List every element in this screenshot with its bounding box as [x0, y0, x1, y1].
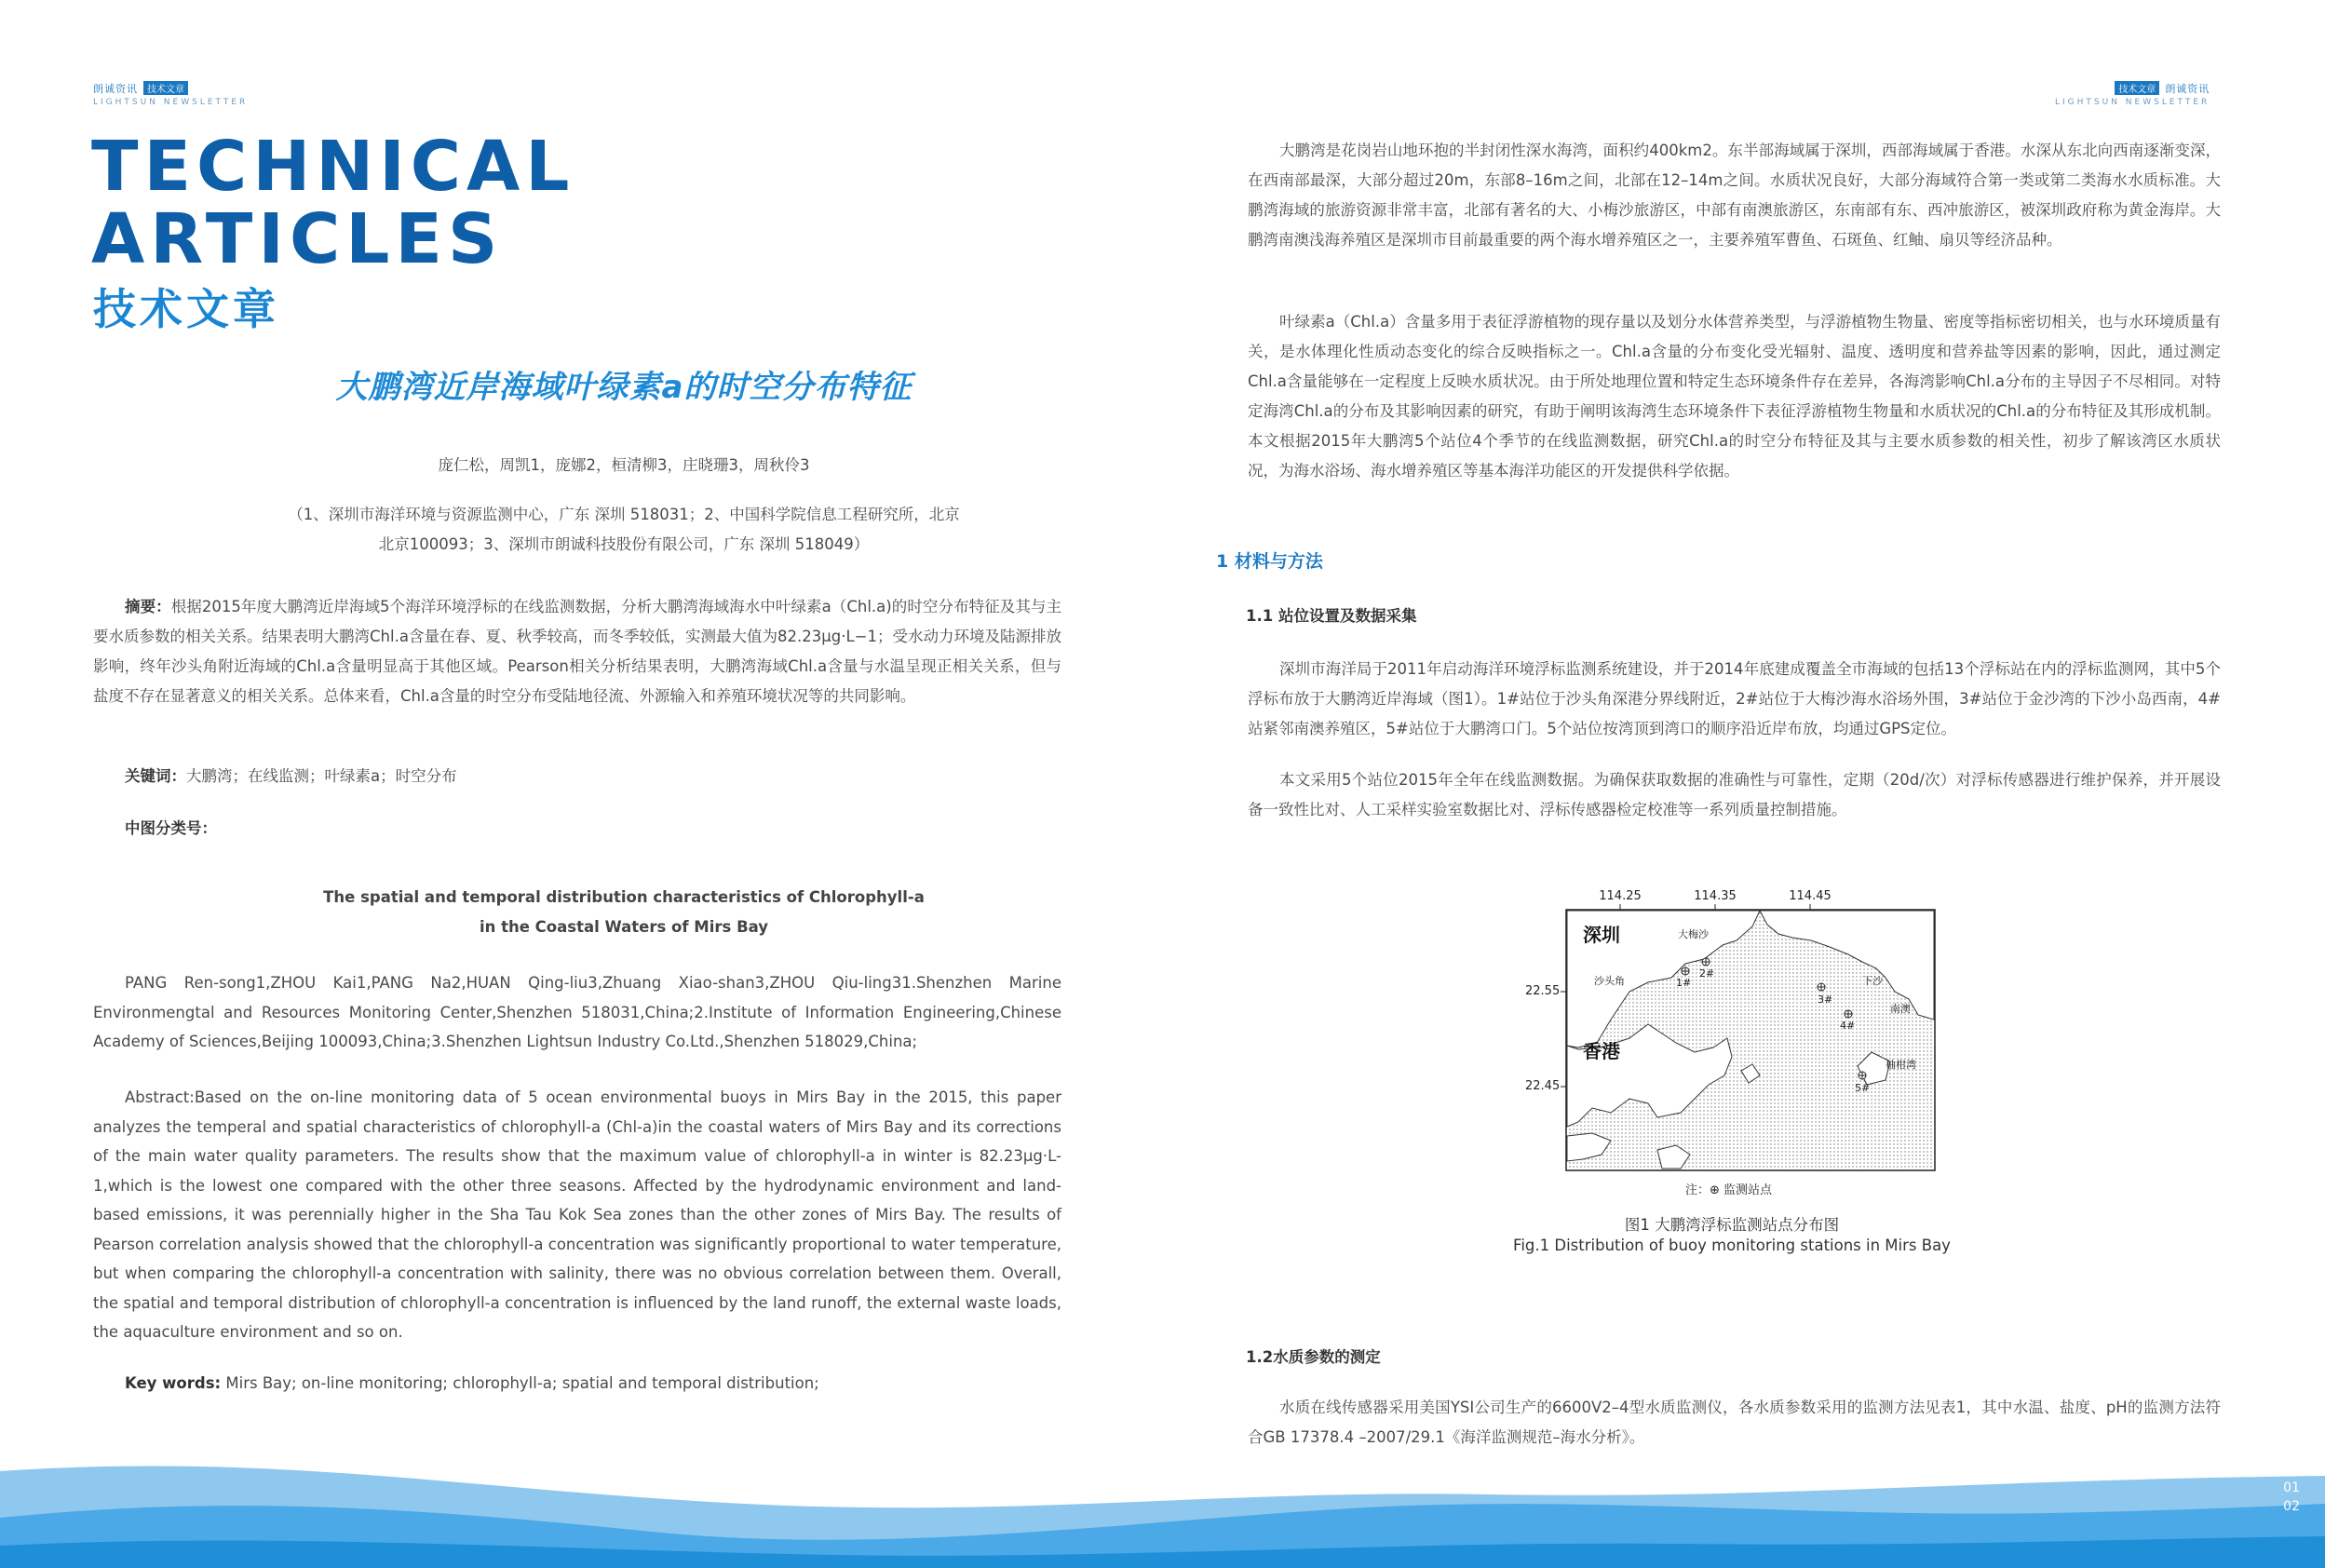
header-left — [93, 78, 248, 107]
right-para-1: 大鹏湾是花岗岩山地环抱的半封闭性深水海湾，面积约400km2。东半部海域属于深圳，西部海域属于香港。水深从东北向西南逐渐变深，在西南部最深，大部分超过20m，东部8–16m之间，北部在12–14m之间。水质状况良好，大部分海域符合第一类或第二类海水水质标准。大鹏湾海域的旅游资源非常丰富，北部有著名的大、小梅沙旅游区，中部有南澳旅游区，东南部有东、西冲旅游区，被深圳政府称为黄金海岸。大鹏湾南澳浅海养殖区是深圳市目前最重要的两个海水增养殖区之一，主要养殖军曹鱼、石斑鱼、红鲉、扇贝等经济品种。 — [1248, 142, 2221, 249]
station-1 — [1682, 967, 1689, 975]
header-right — [2055, 78, 2210, 107]
right-para-2: 叶绿素a（Chl.a）含量多用于表征浮游植物的现存量以及划分水体营养类型，与浮游植物生物量、密度等指标密切相关，也与水环境质量有关，是水体理化性质动态变化的综合反映指标之一。Chl.a含量的分布变化受光辐射、温度、透明度和营养盐等因素的影响，因此，通过测定Chl.a含量能够在一定程度上反映水质状况。由于所处地理位置和特定生态环境条件存在差异，各海湾影响Chl.a分布的主导因子不尽相同。对特定海湾Chl.a的分布及其影响因素的研究，有助于阐明该海湾生态环境条件下表征浮游植物生物量和水质状况的Chl.a的分布特征及其形成机制。本文根据2015年大鹏湾5个站位4个季节的在线监测数据，研究Chl.a的时空分布特征及其与主要水质参数的相关性，初步了解该湾区水质状况，为海水浴场、海水增养殖区等基本海洋功能区的开发提供科学依据。 — [1248, 313, 2221, 480]
en-abstract: Abstract:Based on the on-line monitoring data of 5 ocean environmental buoys in Mirs Bay in the 2015, this paper analyzes the temperal and spatial characteristics of chlorophyll-a (Chl-a)in the coastal waters of Mirs Bay and its corrections of the main water quality parameters. The results show that the maximum value of chlorophyll-a in winter is 82.23μg·L-1,which is the lowest one compared with the other three seasons. Affected by the hydrodynamic environment and land-based emissions, it was perennially higher in the Sha Tau Kok Sea zones than the other zones of Mirs Bay. The results of Pearson correlation analysis showed that the chlorophyll-a concentration was significantly proportional to water temperature, but when comparing the chlorophyll-a concentration with salinity, there was no obvious correlation between them. Overall, the spatial and temporal distribution of chlorophyll-a concentration is influenced by the land runoff, the external waste loads, the aquaculture environment and so on. — [93, 1088, 1061, 1341]
article-title: 大鹏湾近岸海域叶绿素a的时空分布特征 — [335, 369, 912, 406]
affiliation-line1: （1、深圳市海洋环境与资源监测中心，广东 深圳 518031；2、中国科学院信息工程研究所，北京 — [288, 506, 960, 523]
station-4 — [1845, 1010, 1852, 1018]
en-keywords-label: Key words: — [125, 1374, 222, 1392]
authors: 庞仁松，周凯1，庞娜2，桓清柳3，庄晓珊3，周秋伶3 — [438, 456, 810, 474]
place-shatoujiao: 沙头角 — [1594, 975, 1625, 987]
en-title-line1: The spatial and temporal distribution characteristics of Chlorophyll-a — [323, 888, 925, 906]
city-shenzhen: 深圳 — [1583, 924, 1620, 946]
section-1-1-heading: 1.1 站位设置及数据采集 — [1246, 607, 1417, 625]
place-dameisha: 大梅沙 — [1678, 928, 1709, 940]
station-label-5: 5# — [1855, 1082, 1871, 1094]
header-brand: 朗诚资讯 — [2165, 83, 2210, 95]
header-tag: 技术文章 — [143, 81, 188, 95]
figure-caption-en: Fig.1 Distribution of buoy monitoring stations in Mirs Bay — [1513, 1237, 1951, 1254]
abstract-text: 根据2015年度大鹏湾近岸海域5个海洋环境浮标的在线监测数据，分析大鹏湾海域海水中叶绿素a（Chl.a)的时空分布特征及其与主要水质参数的相关关系。结果表明大鹏湾Chl.a含量在春、夏、秋季较高，而冬季较低，实测最大值为82.23μg·L−1；受水动力环境及陆源排放影响，终年沙头角附近海域的Chl.a含量明显高于其他区域。Pearson相关分析结果表明，大鹏湾海域Chl.a含量与水温呈现正相关关系，但与盐度不存在显著意义的相关关系。总体来看，Chl.a含量的时空分布受陆地径流、外源输入和养殖环境状况等的共同影响。 — [93, 598, 1061, 705]
header-brand: 朗诚资讯 — [93, 83, 138, 95]
station-label-3: 3# — [1818, 994, 1833, 1006]
lat-label-1: 22.55 — [1525, 984, 1561, 998]
lat-label-2: 22.45 — [1525, 1079, 1561, 1093]
section-1-2-heading: 1.2水质参数的测定 — [1246, 1348, 1381, 1366]
lon-label-2: 114.35 — [1694, 889, 1737, 903]
station-map — [1508, 889, 1955, 1201]
right-para-4: 本文采用5个站位2015年全年在线监测数据。为确保获取数据的准确性与可靠性，定期（20d/次）对浮标传感器进行维护保养，并开展设备一致性比对、人工采样实验室数据比对、浮标传感器检定校准等一系列质量控制措施。 — [1248, 771, 2221, 818]
banner-line2: ARTICLES — [91, 199, 504, 279]
banner-line1: TECHNICAL — [91, 127, 575, 207]
city-hongkong: 香港 — [1583, 1040, 1620, 1062]
place-youganwan: 柚柑湾 — [1886, 1059, 1916, 1071]
station-2 — [1702, 958, 1710, 966]
station-label-4: 4# — [1840, 1020, 1856, 1032]
en-keywords — [125, 1369, 819, 1399]
lon-label-3: 114.45 — [1789, 889, 1832, 903]
station-label-1: 1# — [1676, 977, 1692, 989]
station-5 — [1859, 1072, 1866, 1079]
page-numbers — [2263, 1479, 2300, 1516]
place-nanao: 南澳 — [1890, 1003, 1911, 1015]
page-number-right: 02 — [2283, 1499, 2300, 1514]
affiliation-line2: 北京100093；3、深圳市朗诚科技股份有限公司，广东 深圳 518049） — [378, 535, 870, 553]
section-1-heading: 1 材料与方法 — [1216, 551, 1323, 572]
figure-caption-cn: 图1 大鹏湾浮标监测站点分布图 — [1624, 1216, 1840, 1234]
en-keywords-text: Mirs Bay; on-line monitoring; chlorophyll-a; spatial and temporal distribution; — [225, 1374, 819, 1392]
abstract — [93, 592, 1061, 711]
map-svg — [1508, 889, 1955, 1201]
en-title-line2: in the Coastal Waters of Mirs Bay — [479, 918, 769, 936]
abstract-label: 摘要： — [125, 598, 171, 615]
header-tag: 技术文章 — [2115, 81, 2159, 95]
footer-waves — [0, 1453, 2325, 1568]
station-3 — [1818, 983, 1825, 991]
place-xiasha: 下沙 — [1862, 975, 1883, 987]
header-subtitle: LIGHTSUN NEWSLETTER — [93, 98, 249, 107]
keywords-text: 大鹏湾；在线监测；叶绿素a；时空分布 — [186, 767, 457, 785]
right-para-5: 水质在线传感器采用美国YSI公司生产的6600V2–4型水质监测仪，各水质参数采用的监测方法见表1，其中水温、盐度、pH的监测方法符合GB 17378.4 –2007/29.1《海洋监测规范–海水分析》。 — [1248, 1399, 2221, 1446]
banner-title — [91, 127, 575, 279]
clc-label: 中图分类号： — [125, 819, 217, 837]
en-authors: PANG Ren-song1,ZHOU Kai1,PANG Na2,HUAN Qing-liu3,Zhuang Xiao-shan3,ZHOU Qiu-ling31.Shenzhen Marine Environmengtal and Resources Monitoring Center,Shenzhen 518031,China;2.Institute of Information Engineering,Chinese Academy of Sciences,Beijing 100093,China;3.Shenzhen Lightsun Industry Co.Ltd.,Shenzhen 518029,China; — [93, 974, 1061, 1050]
keywords — [125, 762, 457, 791]
lon-label-1: 114.25 — [1599, 889, 1642, 903]
right-para-3: 深圳市海洋局于2011年启动海洋环境浮标监测系统建设，并于2014年底建成覆盖全市海域的包括13个浮标站在内的浮标监测网，其中5个浮标布放于大鹏湾近岸海域（图1）。1#站位于沙头角深港分界线附近，2#站位于大梅沙海水浴场外围，3#站位于金沙湾的下沙小岛西南，4#站紧邻南澳养殖区，5#站位于大鹏湾口门。5个站位按湾顶到湾口的顺序沿近岸布放，均通过GPS定位。 — [1248, 660, 2221, 737]
banner-cn: 技术文章 — [93, 284, 279, 334]
header-subtitle: LIGHTSUN NEWSLETTER — [2055, 98, 2210, 107]
keywords-label: 关键词： — [125, 767, 186, 785]
page-number-left: 01 — [2283, 1480, 2300, 1495]
station-label-2: 2# — [1699, 967, 1715, 980]
map-legend: 注：⊕ 监测站点 — [1685, 1183, 1773, 1197]
